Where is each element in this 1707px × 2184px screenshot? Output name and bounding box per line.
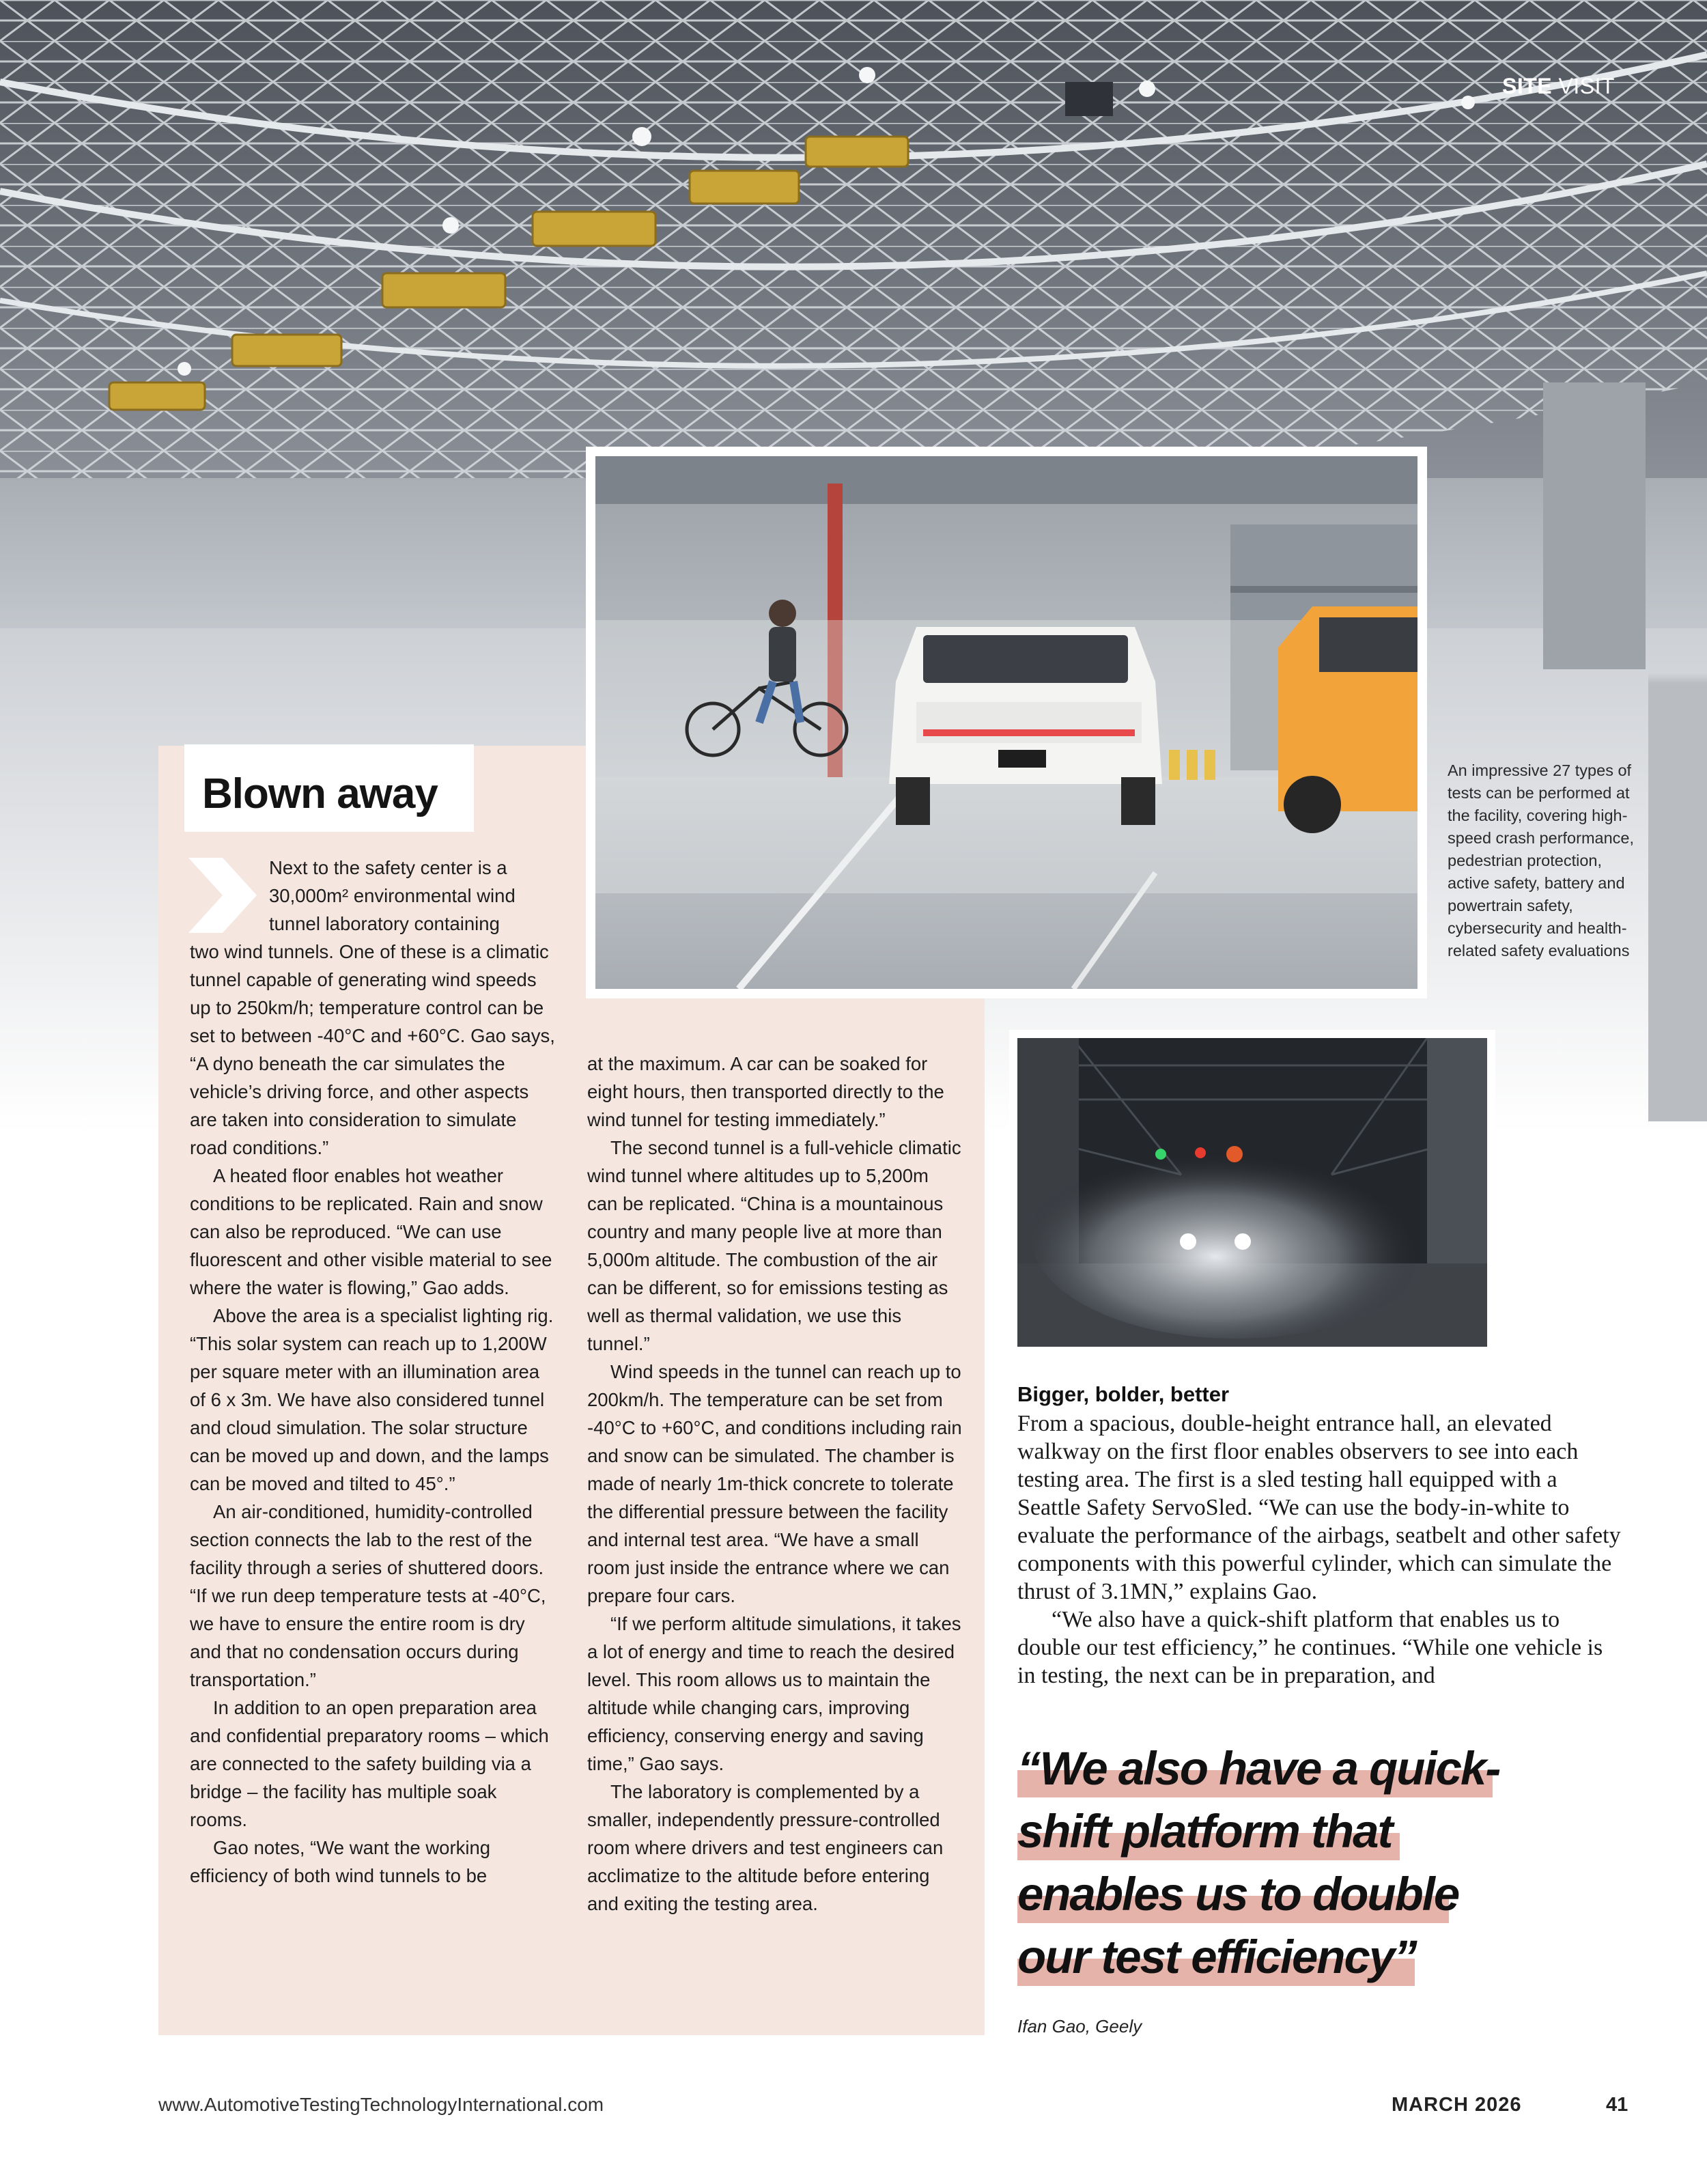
pull-quote bbox=[1017, 1740, 1577, 1991]
article-headline: Blown away bbox=[202, 770, 438, 817]
col1-paragraph: An air-conditioned, humidity-controlled section connects the lab to the rest of the facility through a series of shuttered doors. “If we run deep temperature tests at -40°C, we have to ensure the entire room is dry and that no condensation occurs during transportation.” bbox=[190, 1501, 546, 1690]
col1-paragraph: Gao notes, “We want the working efficiency of both wind tunnels to be bbox=[190, 1837, 491, 1886]
photo-wind-tunnel-mist bbox=[1009, 1030, 1495, 1355]
footer-page-number: 41 bbox=[1606, 2094, 1628, 2116]
section-tag-bold: SITE bbox=[1502, 74, 1553, 98]
page-edge-tab bbox=[1648, 0, 1707, 1121]
photo-wind-tunnel-illustration bbox=[1017, 1038, 1487, 1347]
pull-quote-line bbox=[1017, 1866, 1577, 1929]
col2-paragraph: The laboratory is complemented by a smaller, independently pressure-controlled room where drivers and test engineers can acclimatize to the altitude before entering and exiting the testing area. bbox=[587, 1781, 944, 1914]
photo-caption: An impressive 27 types of tests can be performed at the facility, covering high-speed crash performance, pedestrian protection, active safety, battery and powertrain safety, cybersecurity and health-related safety evaluations bbox=[1448, 761, 1635, 960]
col1-paragraph: two wind tunnels. One of these is a climatic tunnel capable of generating wind speeds up to 250km/h; temperature control can be set to between -40°C and +60°C. Gao says, “A dyno beneath the car simulates the vehicle’s driving force, and other aspects are taken into consideration to simulate road conditions.” bbox=[190, 941, 555, 1158]
chevron-right-icon bbox=[188, 858, 257, 933]
col1-paragraph: A heated floor enables hot weather conditions to be replicated. Rain and snow can also be reproduced. “We can use fluorescent and other visible material to see where the water is flowing,” Gao adds. bbox=[190, 1165, 552, 1298]
col2-paragraph: Wind speeds in the tunnel can reach up to 200km/h. The temperature can be set from -40°C to +60°C, and conditions including rain and snow can be simulated. The chamber is made of nearly 1m-thick concrete to tolerate the differential pressure between the facility and internal test area. “We have a small room just inside the entrance where we can prepare four cars. bbox=[587, 1361, 962, 1606]
article-column-2 bbox=[587, 1050, 963, 1918]
lead-paragraph: Next to the safety center is a 30,000m² environmental wind tunnel laboratory containing bbox=[269, 857, 516, 934]
pull-quote-text: enables us to double bbox=[1017, 1868, 1459, 1920]
article-lead bbox=[269, 854, 556, 938]
footer-url-link[interactable]: www.AutomotiveTestingTechnologyInternational.com bbox=[158, 2094, 604, 2115]
pull-quote-line bbox=[1017, 1803, 1577, 1866]
right-paragraph: From a spacious, double-height entrance hall, an elevated walkway on the first floor enables observers to see into each testing area. The first is a sled testing hall equipped with a Seattle Safety ServoSled. “We can use the body-in-white to evaluate the performance of the airbags, seatbelt and other safety components with this powerful cylinder, which can simulate the thrust of 3.1MN,” explains Gao. bbox=[1017, 1411, 1621, 1604]
pull-quote-text: our test efficiency” bbox=[1017, 1931, 1416, 1983]
col2-paragraph: “If we perform altitude simulations, it takes a lot of energy and time to reach the desired level. This room allows us to maintain the altitude while changing cars, improving efficiency, conserving energy and saving time,” Gao says. bbox=[587, 1613, 961, 1774]
article-right-column bbox=[1017, 1410, 1625, 1690]
col2-paragraph: The second tunnel is a full-vehicle climatic wind tunnel where altitudes up to 5,200m can be replicated. “China is a mountainous country and many people live at more than 5,000m altitude. The combustion of the air can be different, so for emissions testing as well as thermal validation, we use this tunnel.” bbox=[587, 1137, 961, 1354]
pull-quote-text: “We also have a quick- bbox=[1017, 1742, 1500, 1795]
pull-quote-text: shift platform that bbox=[1017, 1805, 1392, 1858]
footer-issue-date: MARCH 2026 bbox=[1392, 2094, 1522, 2116]
col1-paragraph: In addition to an open preparation area and confidential preparatory rooms – which are connected to the safety building via a bridge – the facility has multiple soak rooms. bbox=[190, 1697, 549, 1830]
col2-paragraph: at the maximum. A car can be soaked for eight hours, then transported directly to the wind tunnel for testing immediately.” bbox=[587, 1053, 944, 1130]
section-subhead: Bigger, bolder, better bbox=[1017, 1382, 1230, 1406]
photo-cars-fog-test bbox=[586, 447, 1427, 998]
right-paragraph: “We also have a quick-shift platform that enables us to double our test efficiency,” he continues. “While one vehicle is in testing, the next can be in preparation, and bbox=[1017, 1607, 1603, 1688]
quote-attribution: Ifan Gao, Geely bbox=[1017, 2016, 1142, 2036]
pull-quote-line bbox=[1017, 1740, 1577, 1803]
section-tag bbox=[1502, 74, 1615, 99]
article-column-1 bbox=[190, 938, 559, 1890]
section-tag-rest: VISIT bbox=[1552, 74, 1616, 98]
col1-paragraph: Above the area is a specialist lighting rig. “This solar system can reach up to 1,200W per square meter with an illumination area of 6 x 3m. We have also considered tunnel and cloud simulation. The solar structure can be moved up and down, and the lamps can be moved and tilted to 45°.” bbox=[190, 1305, 554, 1494]
pull-quote-line bbox=[1017, 1929, 1577, 1991]
photo-cars-fog-illustration bbox=[595, 456, 1417, 989]
